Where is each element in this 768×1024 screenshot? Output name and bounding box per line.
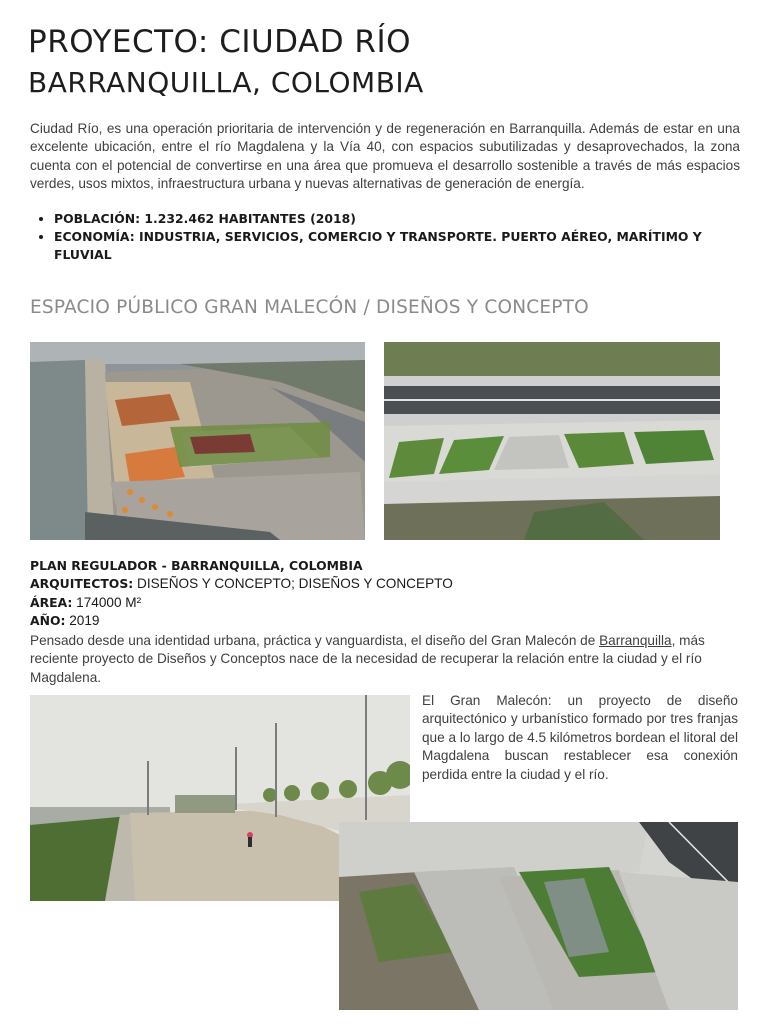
project-location: BARRANQUILLA, COLOMBIA <box>28 66 424 99</box>
description-text-end: , más reciente proyecto de Diseños y Conceptos nace de la necesidad de recuperar la relación entre la ciudad y el río Magdalena. <box>30 633 705 685</box>
area-label: ÁREA: <box>30 594 73 610</box>
fact-economy: • ECONOMÍA: INDUSTRIA, SERVICIOS, COMERCIO Y TRANSPORTE. PUERTO AÉREO, MARÍTIMO Y FLUVIAL <box>54 228 744 264</box>
project-title: PROYECTO: CIUDAD RÍO <box>28 24 412 60</box>
barranquilla-link[interactable]: Barranquilla <box>599 633 672 648</box>
area-value: 174000 M² <box>76 594 142 610</box>
malecon-aerial-photo <box>30 342 365 540</box>
malecon-gardens-aerial-photo <box>384 342 720 540</box>
architects-label: ARQUITECTOS: <box>30 576 134 592</box>
description-text-start: Pensado desde una identidad urbana, práctica y vanguardista, el diseño del Gran Malecón de <box>30 633 600 648</box>
section-title: ESPACIO PÚBLICO GRAN MALECÓN / DISEÑOS Y CONCEPTO <box>30 297 589 318</box>
project-details <box>30 557 730 631</box>
year-label: AÑO: <box>30 613 66 629</box>
malecon-topdown-photo <box>339 822 738 1010</box>
architects-value: DISEÑOS Y CONCEPTO; DISEÑOS Y CONCEPTO <box>137 576 453 592</box>
plan-label: PLAN REGULADOR - BARRANQUILLA, COLOMBIA <box>30 558 363 573</box>
facts-list <box>30 210 744 264</box>
side-paragraph: El Gran Malecón: un proyecto de diseño arquitectónico y urbanístico formado por tres franjas que a lo largo de 4.5 kilómetros bordean el litoral del Magdalena buscan restablecer esa conexión perdida entre la ciudad y el río. <box>422 693 738 782</box>
intro-paragraph: Ciudad Río, es una operación prioritaria de intervención y de regeneración en Barranquilla. Además de estar en una excelente ubicación, entre el río Magdalena y la Vía 40, con espacios subutilizadas y desaprovechados, la zona cuenta con el potencial de convertirse en una área que promueva el desarrollo sostenible a través de más espacios verdes, usos mixtos, infraestructura urbana y nuevas alternativas de generación de energía. <box>30 121 740 192</box>
year-value: 2019 <box>69 613 100 629</box>
fact-population: • POBLACIÓN: 1.232.462 HABITANTES (2018) <box>54 210 744 228</box>
description-paragraph <box>30 632 740 687</box>
